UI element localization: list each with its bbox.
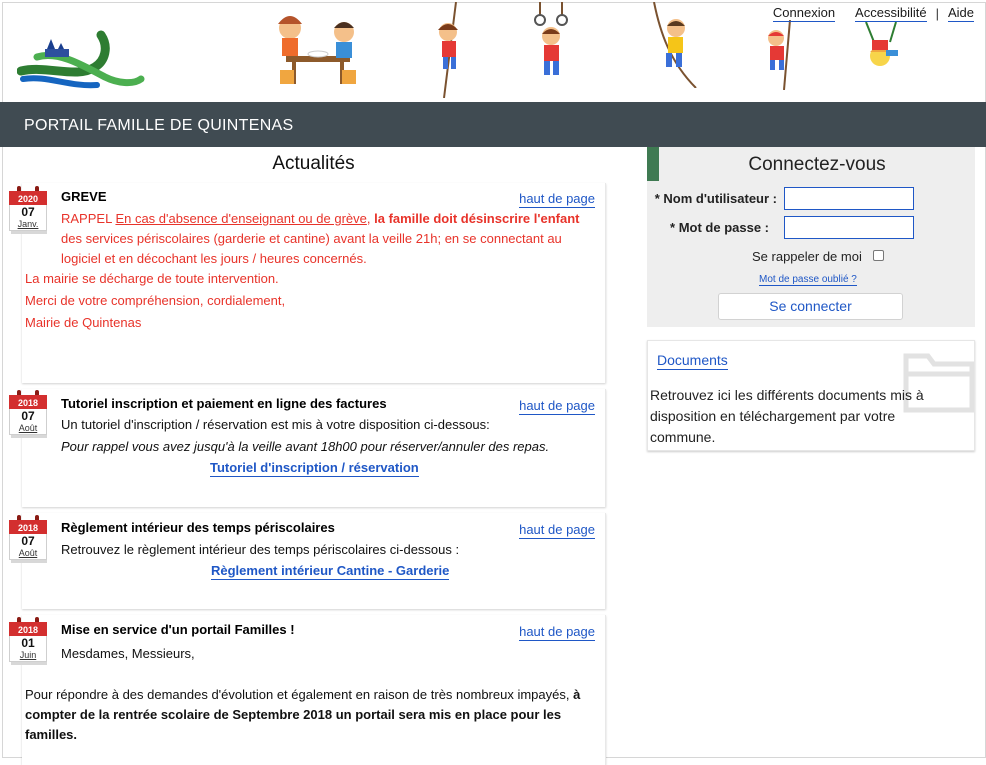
calendar-year: 2018 bbox=[9, 395, 47, 409]
news-item-portal-launch bbox=[22, 615, 606, 765]
boy-rings-illustration bbox=[530, 2, 574, 87]
username-input[interactable] bbox=[784, 187, 914, 210]
news-item-heading: Règlement intérieur des temps périscolaires bbox=[61, 520, 335, 535]
news-body-line: La mairie se décharge de toute intervention. bbox=[25, 271, 279, 286]
username-label: * Nom d'utilisateur : bbox=[654, 191, 777, 206]
boy-climbing-rope-illustration bbox=[640, 2, 700, 93]
calendar-day: 07 bbox=[21, 534, 35, 548]
quintenas-logo bbox=[17, 27, 145, 99]
calendar-year: 2018 bbox=[9, 622, 47, 636]
top-navigation bbox=[773, 5, 974, 22]
login-panel bbox=[647, 147, 975, 327]
remember-me-label: Se rappeler de moi bbox=[752, 249, 862, 264]
portal-title-bar bbox=[0, 102, 986, 147]
nav-separator: | bbox=[935, 6, 939, 21]
help-link[interactable]: Aide bbox=[947, 5, 974, 20]
kid-on-rope-illustration bbox=[760, 20, 800, 95]
accessibility-link[interactable]: Accessibilité bbox=[855, 5, 927, 20]
login-accent-bar bbox=[647, 147, 659, 181]
rules-document-link[interactable]: Règlement intérieur Cantine - Garderie bbox=[211, 563, 450, 578]
calendar-month: Août bbox=[18, 423, 38, 433]
calendar-date-icon bbox=[9, 189, 47, 235]
password-label: * Mot de passe : bbox=[670, 220, 769, 235]
news-item-heading: GREVE bbox=[61, 189, 107, 204]
calendar-day: 07 bbox=[21, 205, 35, 219]
calendar-month: Août bbox=[18, 548, 38, 558]
calendar-day: 01 bbox=[21, 636, 35, 650]
documents-description: Retrouvez ici les différents documents mis à disposition en téléchargement par votre commune. bbox=[650, 387, 924, 445]
back-to-top-link[interactable]: haut de page bbox=[519, 191, 595, 206]
news-item-rules bbox=[22, 513, 606, 609]
calendar-month: Janv. bbox=[17, 219, 39, 229]
portal-title: PORTAIL FAMILLE DE QUINTENAS bbox=[24, 117, 294, 134]
remember-me-checkbox[interactable] bbox=[873, 250, 884, 261]
unregister-details: des services périscolaires (garderie et cantine) avant la veille 21h; en se connectant au logiciel et en décochant les jours / heures concernés. bbox=[61, 231, 562, 266]
back-to-top-link[interactable]: haut de page bbox=[519, 398, 595, 413]
calendar-year: 2020 bbox=[9, 191, 47, 205]
unregister-instruction: la famille doit désinscrire l'enfant bbox=[374, 211, 580, 226]
portal-intro-text: Pour répondre à des demandes d'évolution et également en raison de très nombreux impayés, bbox=[25, 687, 574, 702]
password-input[interactable] bbox=[784, 216, 914, 239]
news-item-heading: Tutoriel inscription et paiement en ligne des factures bbox=[61, 396, 387, 411]
strike-condition-text: En cas d'absence d'enseignant ou de grève bbox=[115, 211, 367, 226]
documents-link[interactable]: Documents bbox=[657, 352, 728, 368]
news-item-body bbox=[25, 685, 595, 745]
back-to-top-link[interactable]: haut de page bbox=[519, 522, 595, 537]
login-title: Connectez-vous bbox=[748, 154, 886, 175]
calendar-day: 07 bbox=[21, 409, 35, 423]
news-item-strike bbox=[22, 183, 606, 383]
news-body-line: Merci de votre compréhension, cordialement, bbox=[25, 293, 286, 308]
forgot-password-link[interactable]: Mot de passe oublié ? bbox=[759, 274, 857, 285]
back-to-top-link[interactable]: haut de page bbox=[519, 624, 595, 639]
news-item-tutorial bbox=[22, 389, 606, 507]
news-item-heading: Mise en service d'un portail Familles ! bbox=[61, 622, 295, 637]
calendar-year: 2018 bbox=[9, 520, 47, 534]
news-body-line: Pour rappel vous avez jusqu'à la veille avant 18h00 pour réserver/annuler des repas. bbox=[61, 439, 550, 454]
calendar-date-icon bbox=[9, 518, 47, 564]
recall-text: RAPPEL bbox=[61, 211, 116, 226]
portal-announcement-text: à compter de la rentrée scolaire de Septembre 2018 un portail sera mis en place pour les familles. bbox=[25, 687, 581, 742]
login-link[interactable]: Connexion bbox=[772, 5, 836, 20]
girl-rope-illustration bbox=[430, 2, 470, 103]
news-item-body bbox=[61, 209, 601, 269]
news-body-line: Mesdames, Messieurs, bbox=[61, 646, 195, 661]
documents-panel bbox=[647, 340, 975, 451]
kids-table-illustration bbox=[272, 4, 364, 93]
calendar-date-icon bbox=[9, 393, 47, 439]
calendar-date-icon bbox=[9, 620, 47, 666]
news-section-title: Actualités bbox=[272, 153, 355, 174]
kid-swinging-illustration bbox=[856, 22, 906, 81]
calendar-month: Juin bbox=[19, 650, 37, 660]
tutorial-link[interactable]: Tutoriel d'inscription / réservation bbox=[210, 460, 419, 475]
login-button[interactable]: Se connecter bbox=[718, 293, 903, 320]
news-body-line: Mairie de Quintenas bbox=[25, 315, 142, 330]
news-body-line: Un tutoriel d'inscription / réservation est mis à votre disposition ci-dessous: bbox=[61, 417, 490, 432]
news-body-line: Retrouvez le règlement intérieur des temps périscolaires ci-dessous : bbox=[61, 542, 460, 557]
comma-text: , bbox=[366, 211, 375, 226]
